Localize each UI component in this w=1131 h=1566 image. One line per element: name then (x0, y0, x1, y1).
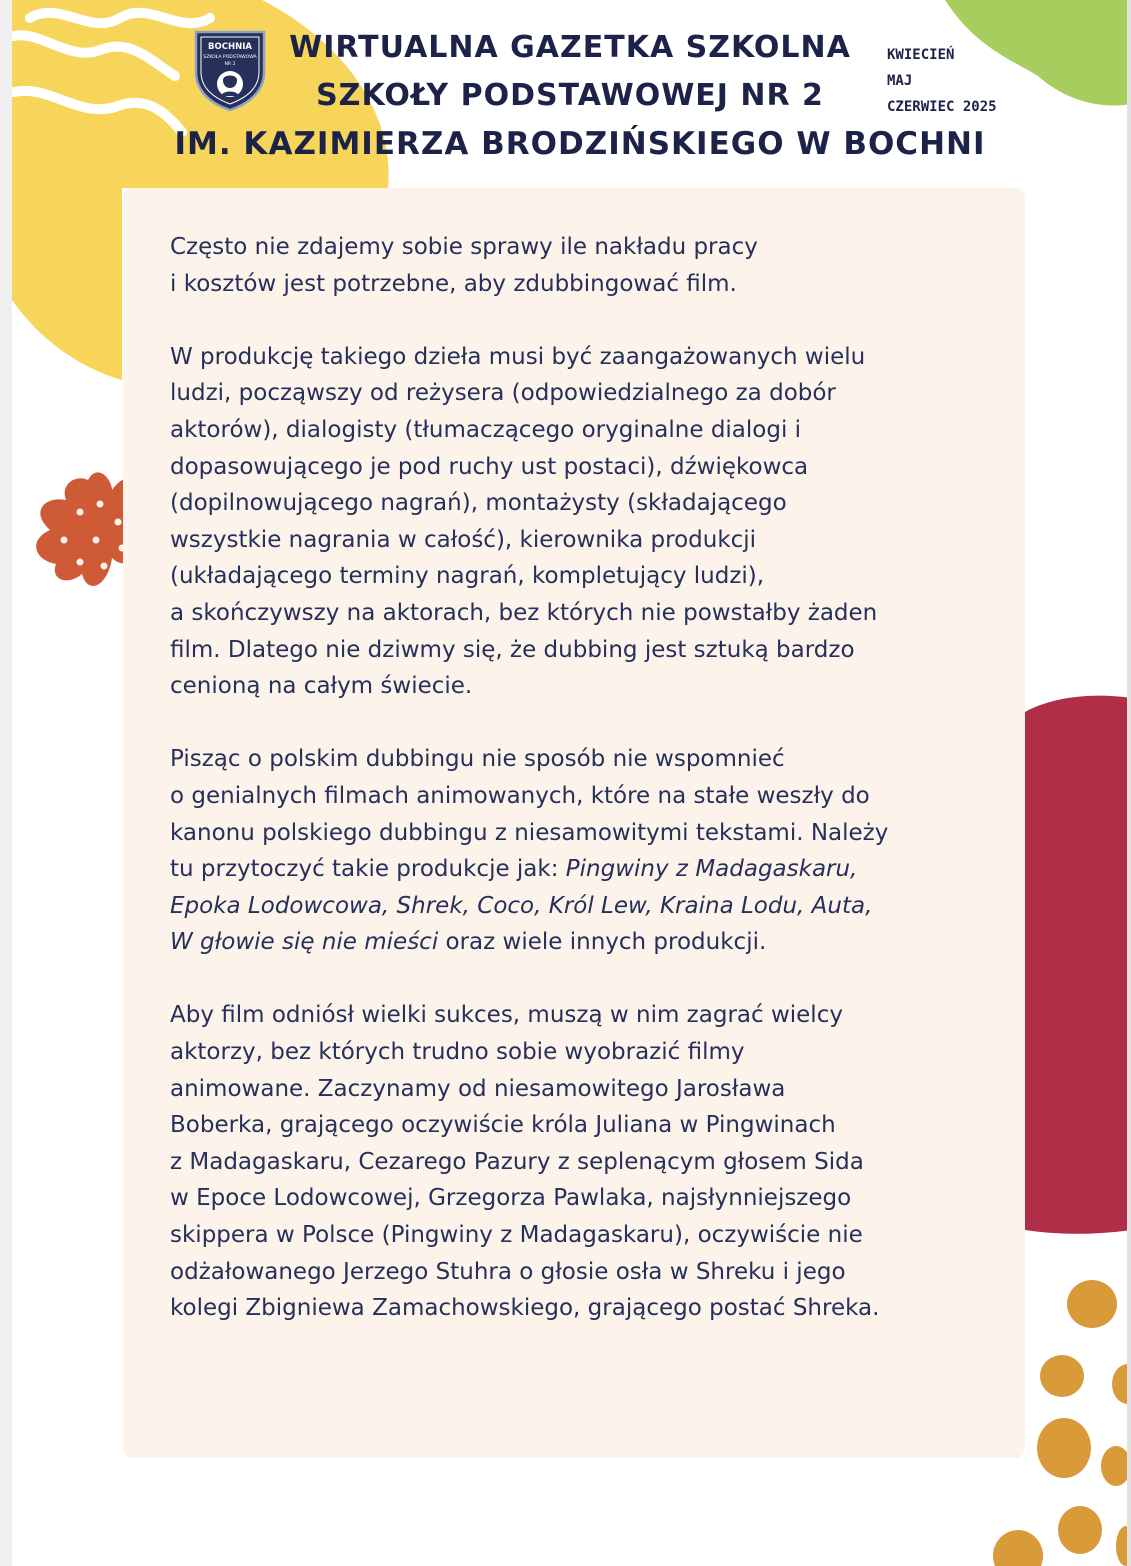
text-line: dopasowującego je pod ruchy ust postaci), dźwiękowca (170, 453, 809, 480)
text-line: o genialnych filmach animowanych, które na stałe weszły do (170, 782, 870, 809)
title-line-3: IM. KAZIMIERZA BRODZIŃSKIEGO W BOCHNI (174, 126, 986, 162)
crimson-blob (1025, 696, 1131, 1234)
text-line: wszystkie nagrania w całość), kierownika produkcji (170, 526, 757, 553)
logo-sub-text: SZKOŁA PODSTAWOWA (203, 55, 257, 60)
text-line: cenioną na całym świecie. (170, 673, 473, 700)
page-left-edge (0, 0, 12, 1566)
page-right-edge (1127, 0, 1131, 1566)
month-1: KWIECIEŃ (887, 47, 955, 63)
text-line: a skończywszy na aktorach, bez których nie powstałby żaden (170, 599, 878, 626)
title-line-1: WIRTUALNA GAZETKA SZKOLNA (289, 30, 851, 65)
text-line: (układającego terminy nagrań, kompletujący ludzi), (170, 563, 765, 590)
month-3: CZERWIEC 2025 (887, 99, 997, 115)
text-line: i kosztów jest potrzebne, aby zdubbingować film. (170, 270, 737, 297)
paragraph-1 (170, 229, 1000, 302)
text-line: z Madagaskaru, Cezarego Pazury z seplenącym głosem Sida (170, 1148, 864, 1175)
text-line: W produkcję takiego dzieła musi być zaangażowanych wielu (170, 343, 866, 370)
text-line: oraz wiele innych produkcji. (438, 929, 767, 956)
month-2: MAJ (887, 73, 913, 89)
film-titles-italic: Pingwiny z Madagaskaru, (565, 856, 858, 883)
text-line: Często nie zdajemy sobie sprawy ile nakładu pracy (170, 234, 758, 260)
text-line: w Epoce Lodowcowej, Grzegorza Pawlaka, najsłynniejszego (170, 1185, 852, 1212)
film-titles-italic: W głowie się nie mieści (170, 929, 439, 956)
logo-number-text: NR 2 (224, 62, 236, 67)
issue-months (887, 42, 997, 120)
text-line: animowane. Zaczynamy od niesamowitego Jarosława (170, 1075, 786, 1102)
article-body (170, 229, 1000, 1363)
text-line: (dopilnowującego nagrań), montażysty (składającego (170, 490, 787, 517)
text-line: kolegi Zbigniewa Zamachowskiego, grającego postać Shreka. (170, 1295, 880, 1322)
text-line: Boberka, grającego oczywiście króla Juliana w Pingwinach (170, 1112, 836, 1139)
text-line: skippera w Polsce (Pingwiny z Madagaskaru), oczywiście nie (170, 1222, 863, 1249)
text-line: aktorów), dialogisty (tłumaczącego oryginalne dialogi i (170, 416, 802, 443)
text-line: aktorzy, bez których trudno sobie wyobrazić filmy (170, 1039, 745, 1066)
text-line: odżałowanego Jerzego Stuhra o głosie osła w Shreku i jego (170, 1258, 846, 1285)
title-line-2: SZKOŁY PODSTAWOWEJ NR 2 (316, 78, 824, 113)
school-logo (192, 28, 268, 112)
paragraph-4 (170, 997, 1000, 1326)
logo-top-text: BOCHNIA (208, 42, 252, 52)
text-line: Aby film odniósł wielki sukces, muszą w nim zagrać wielcy (170, 1002, 843, 1029)
paragraph-3 (170, 741, 1000, 961)
text-line: tu przytoczyć takie produkcje jak: (170, 856, 566, 883)
paragraph-2 (170, 339, 1000, 705)
text-line: film. Dlatego nie dziwmy się, że dubbing jest sztuką bardzo (170, 636, 855, 663)
text-line: Pisząc o polskim dubbingu nie sposób nie wspomnieć (170, 746, 785, 773)
film-titles-italic: Epoka Lodowcowa, Shrek, Coco, Król Lew, Kraina Lodu, Auta, (170, 892, 873, 919)
text-line: ludzi, począwszy od reżysera (odpowiedzialnego za dobór (170, 380, 836, 407)
text-line: kanonu polskiego dubbingu z niesamowitymi tekstami. Należy (170, 819, 889, 846)
